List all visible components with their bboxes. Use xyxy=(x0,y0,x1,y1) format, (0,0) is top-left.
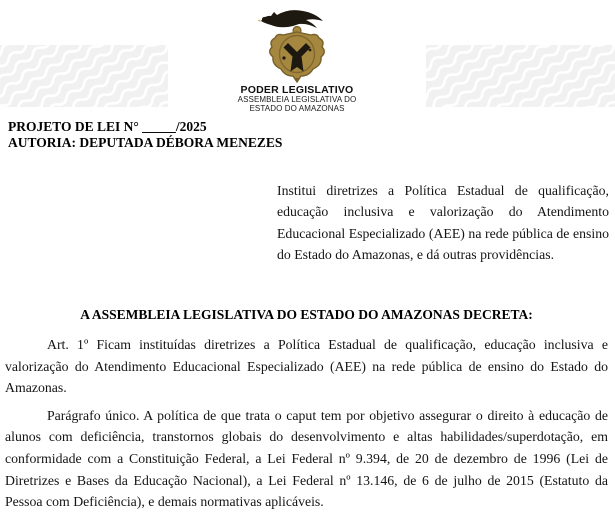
bill-summary: Institui diretrizes a Política Estadual de qualificação, educação inclusiva e valorização do Atendimento Educacional Especializado (AEE) na rede pública de ensino do Estado do Amazonas, e dá outras providências. xyxy=(277,183,609,263)
sole-paragraph: Parágrafo único. A política de que trata o caput tem por objetivo assegurar o direito à educação de alunos com deficiência, transtornos globais do desenvolvimento e altas habilidades/superdotação, em conformidade com a Constituição Federal, a Lei Federal nº 9.394, de 20 de dezembro de 1996 (Lei de Diretrizes e Bases da Educação Nacional), a Lei Federal nº 13.146, de 6 de julho de 2015 (Estatuto da Pessoa com Deficiência), e demais normativas aplicáveis. xyxy=(5,407,608,510)
assembly-letterhead xyxy=(168,0,426,118)
letterhead-org-sub2: ESTADO DO AMAZONAS xyxy=(249,103,345,113)
bill-body xyxy=(5,334,608,513)
letterhead-org-sub1: ASSEMBLEIA LEGISLATIVA DO xyxy=(237,95,357,104)
bill-author-line: AUTORIA: DEPUTADA DÉBORA MENEZES xyxy=(8,135,283,150)
bill-number-line: PROJETO DE LEI N° _____/2025 xyxy=(8,119,207,134)
bill-title-block xyxy=(8,119,282,151)
decree-heading: A ASSEMBLEIA LEGISLATIVA DO ESTADO DO AMAZONAS DECRETA: xyxy=(80,307,533,322)
article-1-paragraph: Art. 1º Ficam instituídas diretrizes a Política Estadual de qualificação, educação inclusiva e valorização do Atendimento Educacional Especializado (AEE) na rede pública de ensino do Estado do Amazonas. xyxy=(5,337,608,396)
letterhead-org-name: PODER LEGISLATIVO xyxy=(240,84,354,96)
amazonas-coat-of-arms-icon xyxy=(251,8,343,84)
